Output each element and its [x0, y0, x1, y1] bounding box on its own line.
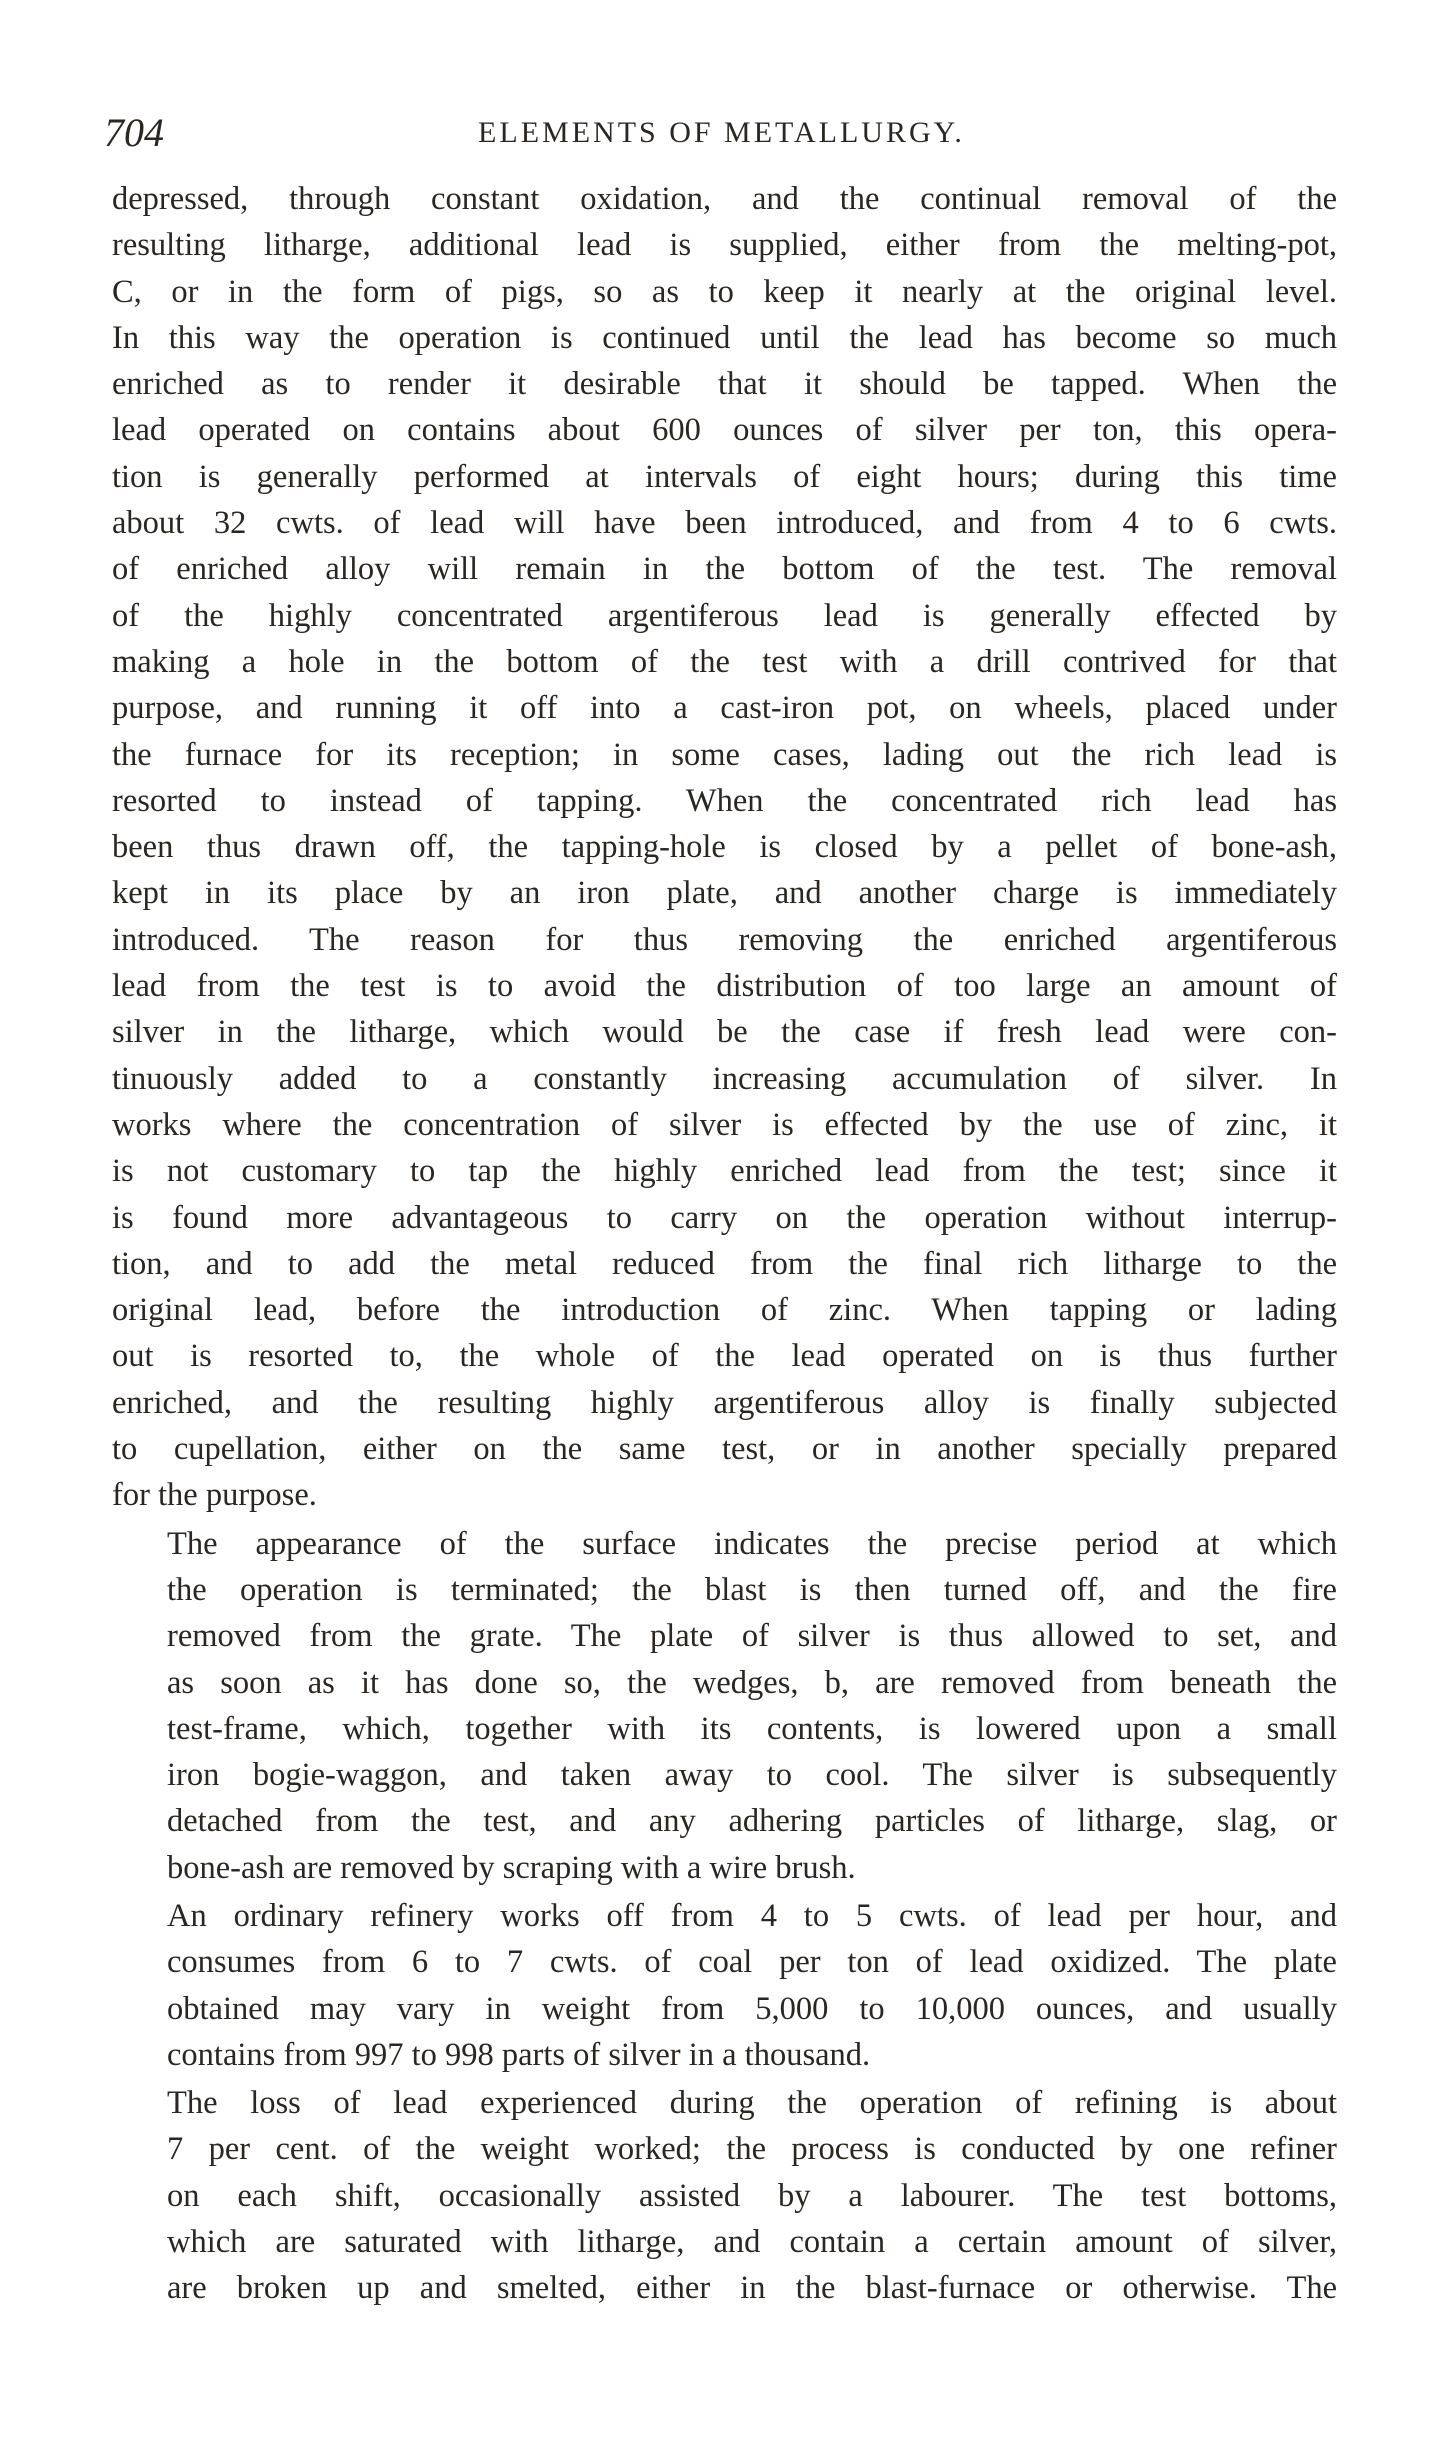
text-line: out is resorted to, the whole of the lead operated on is thus further	[112, 1338, 1337, 1375]
text-line: lead from the test is to avoid the distribution of too large an amount of	[112, 968, 1337, 1005]
text-line: of enriched alloy will remain in the bottom of the test. The removal	[112, 551, 1337, 588]
text-line: contains from 997 to 998 parts of silver in a thousand.	[167, 2036, 871, 2073]
text-line: original lead, before the introduction of zinc. When tapping or lading	[112, 1292, 1337, 1329]
running-title: ELEMENTS OF METALLURGY.	[478, 116, 965, 149]
text-line: tinuously added to a constantly increasing accumulation of silver. In	[112, 1060, 1337, 1097]
text-line: In this way the operation is continued until the lead has become so much	[112, 319, 1337, 356]
text-line: bone-ash are removed by scraping with a wire brush.	[167, 1849, 856, 1886]
text-line: 7 per cent. of the weight worked; the process is conducted by one refiner	[167, 2131, 1337, 2168]
text-line: removed from the grate. The plate of silver is thus allowed to set, and	[167, 1618, 1337, 1655]
text-line: purpose, and running it off into a cast-iron pot, on wheels, placed under	[112, 690, 1337, 727]
running-head	[104, 108, 1339, 158]
text-line: is found more advantageous to carry on the operation without interrup-	[112, 1199, 1337, 1236]
text-line: the operation is terminated; the blast is then turned off, and the fire	[167, 1571, 1337, 1608]
text-line: which are saturated with litharge, and contain a certain amount of silver,	[167, 2224, 1337, 2261]
text-line: tion, and to add the metal reduced from the final rich litharge to the	[112, 1245, 1337, 1282]
text-line: kept in its place by an iron plate, and another charge is immediately	[112, 875, 1337, 912]
text-line: obtained may vary in weight from 5,000 to 10,000 ounces, and usually	[167, 1990, 1337, 2027]
text-line: enriched as to render it desirable that it should be tapped. When the	[112, 366, 1337, 403]
text-line: on each shift, occasionally assisted by a labourer. The test bottoms,	[167, 2177, 1337, 2214]
text-line: making a hole in the bottom of the test with a drill contrived for that	[112, 643, 1337, 680]
paragraph	[112, 1521, 1337, 1891]
paragraph	[112, 176, 1337, 1519]
text-line: consumes from 6 to 7 cwts. of coal per ton of lead oxidized. The plate	[167, 1944, 1337, 1981]
text-line: been thus drawn off, the tapping-hole is closed by a pellet of bone-ash,	[112, 829, 1337, 866]
text-line: resorted to instead of tapping. When the concentrated rich lead has	[112, 782, 1337, 819]
text-line: iron bogie-waggon, and taken away to cool. The silver is subsequently	[167, 1757, 1337, 1794]
text-line: lead operated on contains about 600 ounces of silver per ton, this opera-	[112, 412, 1337, 449]
text-line: C, or in the form of pigs, so as to keep it nearly at the original level.	[112, 273, 1337, 310]
text-line: tion is generally performed at intervals of eight hours; during this time	[112, 458, 1337, 495]
text-line: introduced. The reason for thus removing the enriched argentiferous	[112, 921, 1337, 958]
text-line: The loss of lead experienced during the operation of refining is about	[167, 2085, 1337, 2122]
text-line: depressed, through constant oxidation, and the continual removal of the	[112, 181, 1337, 217]
text-line: are broken up and smelted, either in the blast-furnace or otherwise. The	[167, 2270, 1337, 2307]
body-text	[112, 176, 1337, 2312]
text-line: detached from the test, and any adhering particles of litharge, slag, or	[167, 1803, 1337, 1840]
text-line: test-frame, which, together with its contents, is lowered upon a small	[167, 1710, 1337, 1747]
text-line: the furnace for its reception; in some cases, lading out the rich lead is	[112, 736, 1337, 773]
text-line: about 32 cwts. of lead will have been introduced, and from 4 to 6 cwts.	[112, 505, 1337, 542]
text-line: is not customary to tap the highly enriched lead from the test; since it	[112, 1153, 1337, 1190]
page-number: 704	[104, 110, 164, 155]
paragraph	[112, 1893, 1337, 2078]
text-line: works where the concentration of silver is effected by the use of zinc, it	[112, 1106, 1337, 1143]
text-line: silver in the litharge, which would be the case if fresh lead were con-	[112, 1014, 1337, 1051]
text-line: of the highly concentrated argentiferous lead is generally effected by	[112, 597, 1337, 634]
text-line: as soon as it has done so, the wedges, b, are removed from beneath the	[167, 1664, 1337, 1701]
text-line: An ordinary refinery works off from 4 to 5 cwts. of lead per hour, and	[167, 1897, 1337, 1934]
text-line: to cupellation, either on the same test, or in another specially prepared	[112, 1431, 1337, 1468]
text-line: enriched, and the resulting highly argentiferous alloy is finally subjected	[112, 1384, 1337, 1421]
text-line: resulting litharge, additional lead is supplied, either from the melting-pot,	[112, 227, 1337, 264]
text-line: The appearance of the surface indicates the precise period at which	[167, 1525, 1337, 1562]
paragraph	[112, 2080, 1337, 2311]
text-line: for the purpose.	[112, 1477, 317, 1514]
